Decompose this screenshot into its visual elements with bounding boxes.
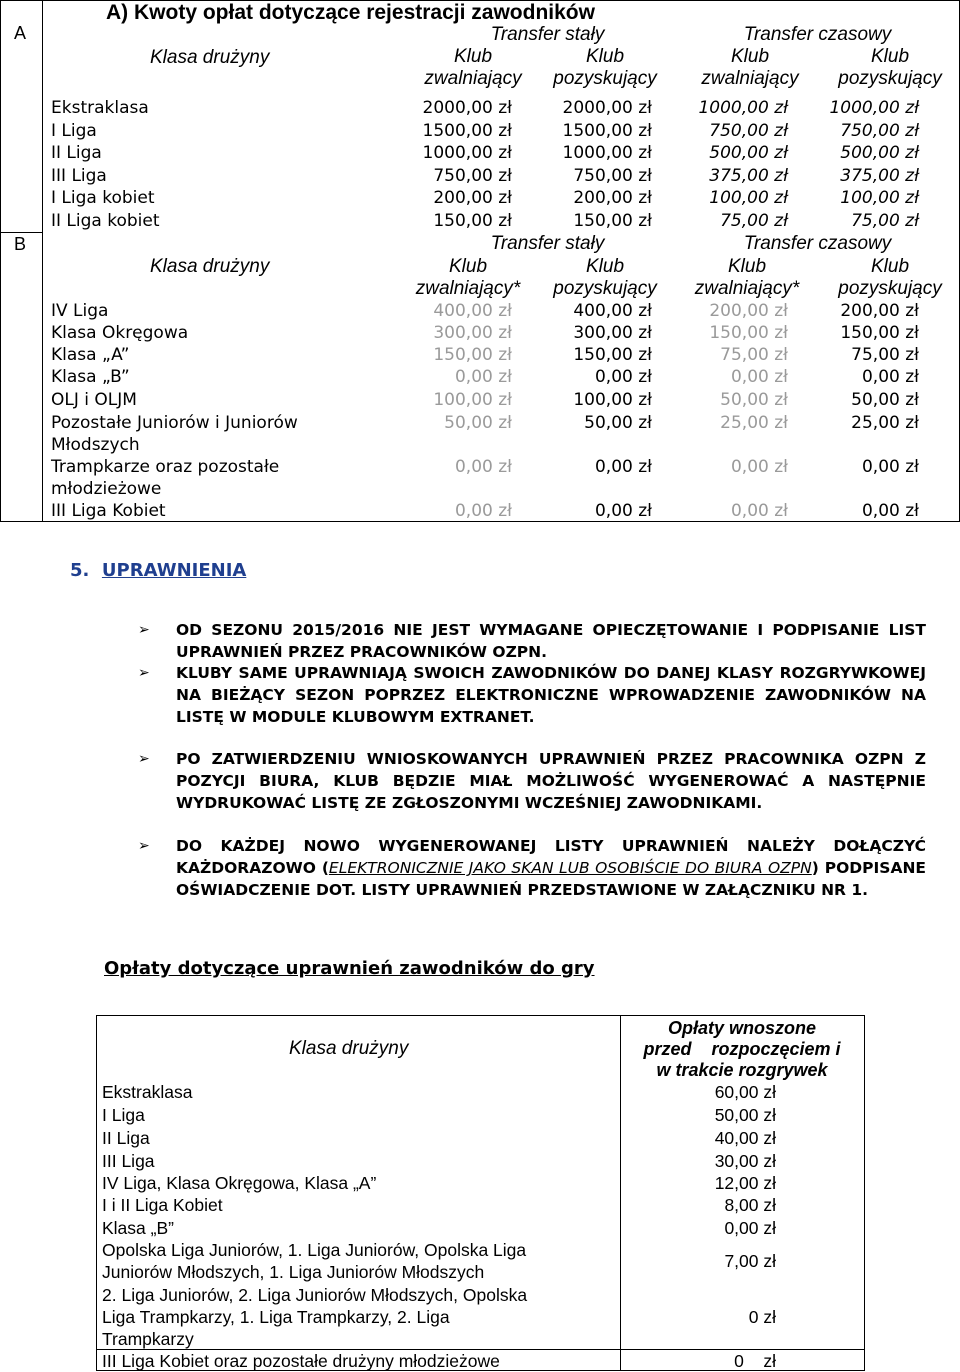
fees-row-name: Opolska Liga Juniorów, 1. Liga Juniorów, Opolska Liga [102,1240,527,1260]
section-5-title: UPRAWNIENIA [101,560,247,581]
fees-border-middle [620,1015,621,1371]
header-a-col4-line2: pozyskujący [838,68,942,89]
table-cell-value: 150,00 zł [433,210,512,231]
table-cell-value: 150,00 zł [433,345,512,365]
table-row-name: Pozostałe Juniorów i Juniorów [51,413,298,433]
table-cell-value: 25,00 zł [851,413,919,433]
table-cell-value: 100,00 zł [840,188,919,208]
table-cell-value: 1000,00 zł [562,143,652,163]
table-cell-value: 75,00 zł [720,210,788,231]
table-cell-value: 50,00 zł [584,413,652,433]
fees-row-name: Trampkarzy [102,1329,194,1349]
fees-row-name: III Liga [102,1151,155,1171]
fees-header-oplaty-line2: przed rozpoczęciem i [643,1039,841,1059]
table-cell-value: 0,00 zł [730,457,788,477]
table-cell-value: 0,00 zł [861,457,919,477]
table-row-name: OLJ i OLJM [51,390,137,410]
header-a-col1-line1: Klub [453,46,493,67]
header-b-col3-line1: Klub [727,256,767,277]
header-a-klasa: Klasa drużyny [150,47,270,68]
table-cell-value: 0,00 zł [730,367,788,387]
header-b-col4-line2: pozyskujący [838,278,942,299]
table-cell-value: 100,00 zł [573,390,652,410]
table-cell-value: 25,00 zł [720,413,788,433]
table-cell-value: 750,00 zł [840,120,919,141]
fees-row-value: 8,00 zł [724,1195,776,1215]
table-cell-value: 2000,00 zł [562,98,652,118]
table-cell-value: 150,00 zł [709,323,788,343]
table-cell-value: 300,00 zł [573,323,652,343]
header-a-col2 [535,46,675,90]
table-cell-value: 1500,00 zł [562,120,652,141]
table-cell-value: 75,00 zł [851,210,919,231]
table-cell-value: 200,00 zł [709,301,788,321]
fees-row-value: 30,00 zł [714,1151,776,1171]
table-cell-value: 750,00 zł [709,120,788,141]
table-row-name: Klasa Okręgowa [51,323,189,343]
table-row-name: I Liga [51,120,97,141]
table-row-name: Klasa „A” [51,345,130,365]
table-border-divider [42,0,43,522]
fees-row-name: II Liga [102,1128,150,1148]
fees-header-oplaty-line1: Opłaty wnoszone [667,1018,817,1038]
fees-row-name: 2. Liga Juniorów, 2. Liga Juniorów Młodszych, Opolska [102,1285,528,1305]
table-cell-value: 150,00 zł [573,345,652,365]
table-row-name: III Liga Kobiet [51,501,166,521]
section-5-heading [70,560,246,582]
header-b-col2-line2: pozyskujący [553,278,657,299]
table-cell-value: 100,00 zł [709,188,788,208]
table-cell-value: 1500,00 zł [422,120,512,141]
table-row-name: Ekstraklasa [51,98,149,118]
header-b-col3 [677,256,817,300]
rule-paragraph-4-link: ELEKTRONICZNIE JAKO SKAN LUB OSOBIŚCIE DO BIURA OZPN [328,859,812,877]
table-cell-value: 0,00 zł [454,457,512,477]
table-cell-value: 2000,00 zł [422,98,512,118]
fees-border-top [96,1015,865,1016]
table-cell-value: 0,00 zł [454,501,512,521]
header-a-col3-line1: Klub [730,46,770,67]
table-cell-value: 0,00 zł [730,501,788,521]
header-b-col4-line1: Klub [870,256,910,277]
table-cell-value: 750,00 zł [433,165,512,186]
section-a-title: A) Kwoty opłat dotyczące rejestracji zawodników [106,1,595,24]
table-row-name: II Liga [51,143,102,163]
header-a-col4-line1: Klub [870,46,910,67]
table-cell-value: 0,00 zł [454,367,512,387]
table-cell-value: 400,00 zł [433,301,512,321]
header-b-col4 [820,256,960,300]
table-row-name: I Liga kobiet [51,188,155,208]
fees-row-value: 40,00 zł [714,1128,776,1148]
header-b-transfer-staly: Transfer stały [490,233,605,254]
header-a-col1 [403,46,543,90]
table-row-name: III Liga [51,165,107,186]
bullet-arrow-icon: ➢ [138,751,150,767]
header-a-col2-line1: Klub [585,46,625,67]
table-row-name: II Liga kobiet [51,210,160,231]
fees-row-name: Liga Trampkarzy, 1. Liga Trampkarzy, 2. Liga [102,1307,450,1327]
table-cell-value: 0,00 zł [594,457,652,477]
rule-paragraph-1: OD SEZONU 2015/2016 NIE JEST WYMAGANE OPIECZĘTOWANIE I PODPISANIE LIST UPRAWNIEŃ PRZEZ PRACOWNIKÓW OZPN. [176,621,926,661]
table-cell-value: 200,00 zł [433,188,512,208]
fees-header-oplaty [622,1018,862,1081]
header-a-col3 [680,46,820,90]
table-row-name-cont: młodzieżowe [51,479,162,499]
rule-paragraph-4-start: DO KAŻDEJ NOWO WYGENEROWANEJ LISTY UPRAWNIEŃ NALEŻY DOŁĄCZYĆ KAŻDORAZOWO ( [176,837,926,877]
table-cell-value: 50,00 zł [444,413,512,433]
bullet-arrow-icon: ➢ [138,665,150,681]
fees-row-value: 12,00 zł [714,1173,776,1193]
table-cell-value: 400,00 zł [573,301,652,321]
table-row-name: Klasa „B” [51,367,130,387]
rule-paragraph-4 [176,835,926,901]
table-cell-value: 375,00 zł [709,165,788,186]
table-cell-value: 0,00 zł [594,501,652,521]
table-cell-value: 50,00 zł [720,390,788,410]
table-row-name: Trampkarze oraz pozostałe [51,457,280,477]
table-cell-value: 200,00 zł [840,301,919,321]
table-cell-value: 100,00 zł [433,390,512,410]
table-cell-value: 1000,00 zł [698,98,788,118]
fees-row-name: Ekstraklasa [102,1082,193,1102]
row-label-a: A [14,23,27,43]
bullet-arrow-icon: ➢ [138,838,150,854]
fees-row-value: 0 zł [734,1351,776,1371]
header-b-col1-line1: Klub [448,256,488,277]
fees-border-left [96,1015,97,1371]
table-cell-value: 50,00 zł [851,390,919,410]
table-cell-value: 200,00 zł [573,188,652,208]
header-b-transfer-czasowy: Transfer czasowy [743,233,892,254]
table-cell-value: 300,00 zł [433,323,512,343]
fees-row-name: Klasa „B” [102,1218,174,1238]
header-b-col3-line2: zwalniający* [694,278,800,299]
header-a-col1-line2: zwalniający [424,68,522,89]
table-cell-value: 150,00 zł [573,210,652,231]
fees-row-value: 60,00 zł [714,1082,776,1102]
header-a-col4 [820,46,960,90]
header-b-col1 [398,256,538,300]
fees-row-value: 7,00 zł [724,1251,776,1271]
fees-header-klasa: Klasa drużyny [289,1038,409,1059]
table-row-name: IV Liga [51,301,109,321]
table-cell-value: 375,00 zł [840,165,919,186]
fees-row-name: III Liga Kobiet oraz pozostałe drużyny młodzieżowe [102,1351,500,1371]
fees-heading: Opłaty dotyczące uprawnień zawodników do gry [104,958,595,979]
rule-paragraph-2: KLUBY SAME UPRAWNIAJĄ SWOICH ZAWODNIKÓW DO DANEJ KLASY ROZGRYWKOWEJ NA BIEŻĄCY SEZON POPRZEZ ELEKTRONICZNE WPROWADZENIE ZAWODNIKÓW NA LISTĘ W MODULE KLUBOWYM EXTRANET. [176,664,926,726]
header-b-col2-line1: Klub [585,256,625,277]
table-cell-value: 150,00 zł [840,323,919,343]
table-cell-value: 500,00 zł [709,143,788,163]
header-a-col3-line2: zwalniający [701,68,799,89]
table-cell-value: 1000,00 zł [422,143,512,163]
row-label-b: B [14,234,27,254]
header-a-col2-line2: pozyskujący [553,68,657,89]
header-b-col1-line2: zwalniający* [415,278,521,299]
table-cell-value: 1000,00 zł [829,98,919,118]
fees-row-value: 0,00 zł [724,1218,776,1238]
table-border-left [0,0,1,522]
bullet-arrow-icon: ➢ [138,622,150,638]
section-5-number: 5. [70,560,90,581]
fees-row-name: I i II Liga Kobiet [102,1195,223,1215]
table-cell-value: 0,00 zł [594,367,652,387]
header-b-klasa: Klasa drużyny [150,256,270,277]
rule-paragraph-4-end: ) PODPISANE OŚWIADCZENIE DOT. LISTY UPRAWNIEŃ PRZEDSTAWIONE W ZAŁĄCZNIKU NR 1. [176,859,927,899]
fees-row-divider [96,1349,865,1350]
fees-row-name: Juniorów Młodszych, 1. Liga Juniorów Młodszych [102,1262,485,1282]
table-row-name-cont: Młodszych [51,435,140,455]
table-cell-value: 0,00 zł [861,501,919,521]
fees-border-right [864,1015,865,1371]
fees-header-oplaty-line3: w trakcie rozgrywek [656,1060,828,1080]
header-a-transfer-staly: Transfer stały [490,24,605,45]
table-cell-value: 0,00 zł [861,367,919,387]
header-a-transfer-czasowy: Transfer czasowy [743,24,892,45]
fees-row-value: 0 zł [748,1307,776,1327]
fees-row-value: 50,00 zł [714,1105,776,1125]
table-cell-value: 75,00 zł [720,345,788,365]
header-b-col2 [535,256,675,300]
rule-paragraph-3: PO ZATWIERDZENIU WNIOSKOWANYCH UPRAWNIEŃ PRZEZ PRACOWNIKA OZPN Z POZYCJI BIURA, KLUB BĘDZIE MIAŁ MOŻLIWOŚĆ WYGENEROWAĆ A NASTĘPNIE WYDRUKOWAĆ LISTĘ ZE ZGŁOSZONYMI WCZEŚNIEJ ZAWODNIKAMI. [176,750,926,812]
table-cell-value: 750,00 zł [573,165,652,186]
table-cell-value: 75,00 zł [851,345,919,365]
fees-row-name: IV Liga, Klasa Okręgowa, Klasa „A” [102,1173,377,1193]
table-cell-value: 500,00 zł [840,143,919,163]
fees-row-name: I Liga [102,1105,145,1125]
